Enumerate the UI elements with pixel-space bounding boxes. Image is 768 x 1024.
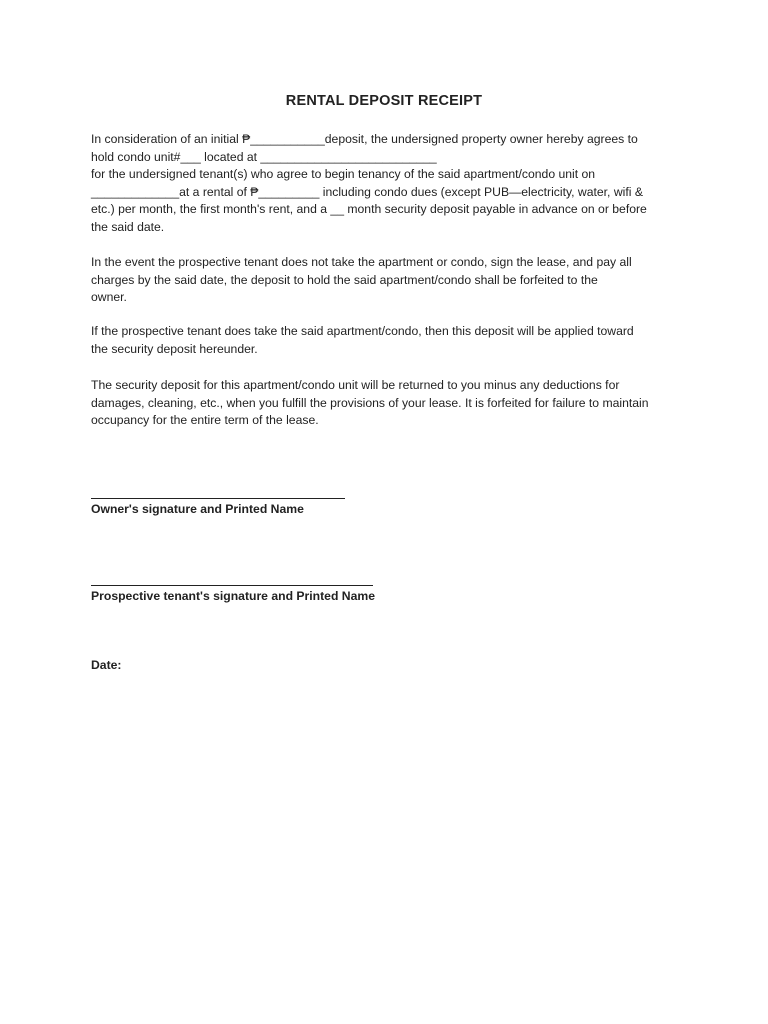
paragraph-line: _____________at a rental of ₱_________ including condo dues (except PUB—electricity, water, wifi & [91,184,643,199]
date-label: Date: [91,658,122,672]
paragraph-security-deposit [91,377,691,430]
paragraph-line: hold condo unit#___ located at __________________________ [91,149,437,164]
paragraph-line: In the event the prospective tenant does not take the apartment or condo, sign the lease, and pay all [91,255,632,269]
paragraph-line: owner. [91,290,127,304]
paragraph-line: If the prospective tenant does take the said apartment/condo, then this deposit will be applied toward [91,324,634,338]
owner-signature-line [91,498,345,499]
owner-signature-label: Owner's signature and Printed Name [91,502,304,516]
paragraph-line: damages, cleaning, etc., when you fulfill the provisions of your lease. It is forfeited for failure to maintain [91,395,649,410]
tenant-signature-label: Prospective tenant's signature and Printed Name [91,589,375,603]
paragraph-line: In consideration of an initial ₱___________deposit, the undersigned property owner hereby agrees to [91,132,638,146]
paragraph-line: The security deposit for this apartment/condo unit will be returned to you minus any deductions for [91,378,620,392]
paragraph-line: etc.) per month, the first month's rent, and a __ month security deposit payable in advance on or before [91,202,647,216]
document-title: RENTAL DEPOSIT RECEIPT [285,93,483,109]
tenant-signature-line [91,585,373,586]
paragraph-line: for the undersigned tenant(s) who agree to begin tenancy of the said apartment/condo unit on [91,167,596,181]
paragraph-line: charges by the said date, the deposit to hold the said apartment/condo shall be forfeited to the [91,272,598,287]
paragraph-line: the security deposit hereunder. [91,341,258,356]
paragraph-line: the said date. [91,219,165,234]
paragraph-applied-deposit [91,323,691,358]
paragraph-consideration [91,131,691,236]
paragraph-line: occupancy for the entire term of the lease. [91,413,319,427]
paragraph-forfeit-clause [91,254,691,307]
